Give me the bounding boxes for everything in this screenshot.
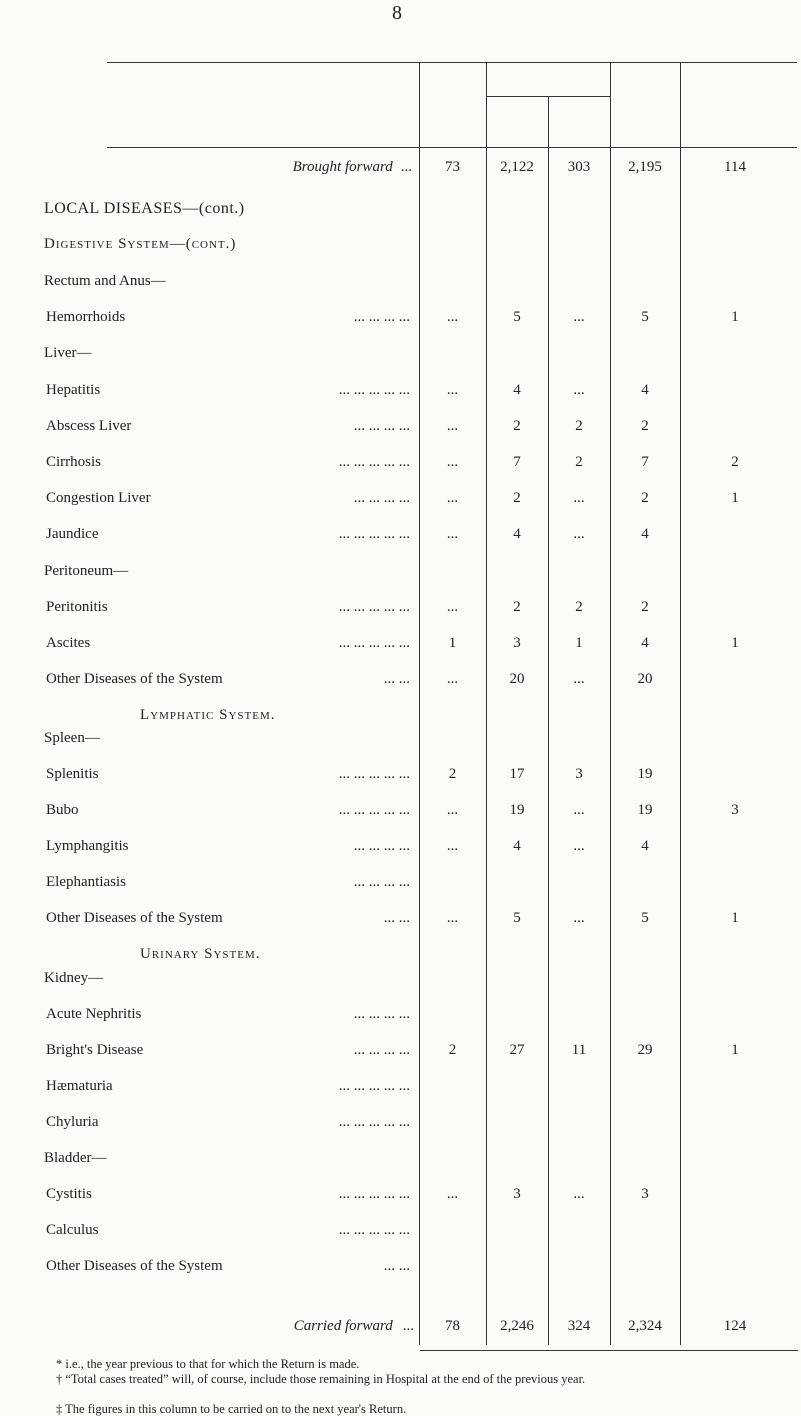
table-cell: 2 <box>448 766 457 782</box>
table-cell: 1 <box>731 1042 739 1058</box>
table-cell: ... <box>573 526 585 542</box>
row-label-text: LOCAL DISEASES—(cont.) <box>44 200 245 217</box>
row-label-text: Acute Nephritis <box>46 1006 142 1022</box>
row-leader-dots: ... ... ... ... <box>353 309 410 325</box>
row-leader-dots: ... ... ... ... ... <box>338 766 410 782</box>
table-cell: 4 <box>513 382 521 398</box>
column-line <box>548 97 549 1345</box>
header-total-treated <box>622 73 668 141</box>
row-leader-dots: ... ... ... ... ... <box>338 454 410 470</box>
table-cell: ... <box>573 671 585 687</box>
table-cell: 5 <box>513 910 521 926</box>
row-label <box>44 730 100 747</box>
header-remaining-start <box>425 67 481 145</box>
disease-name <box>46 635 410 652</box>
row-label-text: Congestion Liver <box>46 490 151 506</box>
table-cell: 29 <box>637 1042 653 1058</box>
carried-leader-dots: ... <box>402 1318 414 1334</box>
disease-name <box>46 766 410 783</box>
row-label-text: Ascites <box>46 635 91 651</box>
table-cell: 5 <box>641 910 649 926</box>
disease-name <box>46 838 410 855</box>
row-leader-dots: ... ... <box>383 1258 410 1274</box>
row-label-text: Peritoneum— <box>44 563 129 579</box>
row-leader-dots: ... ... ... ... ... <box>338 382 410 398</box>
table-cell: 4 <box>641 382 649 398</box>
row-label-text: Jaundice <box>46 526 99 542</box>
disease-name <box>46 910 410 927</box>
column-line <box>680 62 681 1345</box>
row-label <box>44 345 91 362</box>
table-cell: 5 <box>641 309 649 325</box>
carried-label-text: Carried forward <box>293 1318 393 1334</box>
row-leader-dots: ... ... ... ... <box>353 490 410 506</box>
table-cell: 7 <box>513 454 521 470</box>
page-number: 8 <box>392 2 402 24</box>
table-cell: 2 <box>641 599 649 615</box>
table-cell: 4 <box>641 838 649 854</box>
table-cell: ... <box>573 309 585 325</box>
table-cell: 2,195 <box>628 159 662 175</box>
row-leader-dots: ... ... <box>383 910 410 926</box>
row-leader-dots: ... ... ... ... ... <box>338 1114 410 1130</box>
table-cell: 1 <box>731 309 739 325</box>
disease-name <box>46 599 410 616</box>
table-cell: ... <box>446 382 459 398</box>
table-cell: 27 <box>509 1042 525 1058</box>
row-label-text: Other Diseases of the System <box>46 1258 223 1274</box>
table-cell: 1 <box>731 910 739 926</box>
row-label-text: Splenitis <box>46 766 99 782</box>
table-cell: 2 <box>575 454 583 470</box>
table-cell: 3 <box>575 766 583 782</box>
table-cell: 2 <box>641 418 649 434</box>
row-label-text: Kidney— <box>44 970 104 986</box>
table-cell: 1 <box>575 635 583 651</box>
row-leader-dots: ... ... ... ... ... <box>338 526 410 542</box>
row-leader-dots: ... ... ... ... ... <box>338 599 410 615</box>
section-heading <box>44 200 245 218</box>
row-leader-dots: ... ... ... ... <box>353 838 410 854</box>
table-cell: 4 <box>641 635 649 651</box>
row-leader-dots: ... ... ... ... ... <box>338 802 410 818</box>
disease-name <box>46 1114 410 1131</box>
carried-rule <box>420 1350 798 1351</box>
row-label-text: Digestive System—(cont.) <box>44 236 237 252</box>
table-cell: 19 <box>509 802 525 818</box>
row-leader-dots: ... ... ... ... <box>353 874 410 890</box>
table-cell: 2 <box>575 418 583 434</box>
disease-name <box>46 490 410 507</box>
table-cell: 3 <box>513 1186 521 1202</box>
table-cell: ... <box>446 309 459 325</box>
row-label-text: Chyluria <box>46 1114 99 1130</box>
table-cell: 114 <box>724 159 746 175</box>
table-cell: 17 <box>509 766 525 782</box>
table-cell: ... <box>446 910 459 926</box>
header-rule <box>107 147 797 148</box>
table-cell: 2 <box>731 454 739 470</box>
row-label-text: Bladder— <box>44 1150 107 1166</box>
table-cell: ... <box>446 418 459 434</box>
row-label-text: Cirrhosis <box>46 454 102 470</box>
system-heading <box>140 707 276 724</box>
carried-cell: 2,246 <box>500 1318 534 1334</box>
row-label-text: Rectum and Anus— <box>44 273 166 289</box>
table-cell: ... <box>446 454 459 470</box>
brought-forward-label <box>0 159 412 176</box>
column-line <box>419 62 420 1345</box>
table-cell: 2,122 <box>500 159 534 175</box>
row-leader-dots: ... <box>400 159 412 175</box>
table-cell: 2 <box>448 1042 457 1058</box>
row-label-text: Hæmaturia <box>46 1078 113 1094</box>
table-cell: ... <box>573 382 585 398</box>
table-cell: ... <box>573 802 585 818</box>
table-cell: 2 <box>513 418 521 434</box>
disease-name <box>46 1258 410 1275</box>
table-cell: 20 <box>637 671 653 687</box>
table-cell: 4 <box>513 838 521 854</box>
table-cell: ... <box>446 802 459 818</box>
row-label-text: Peritonitis <box>46 599 108 615</box>
table-cell: 3 <box>513 635 521 651</box>
row-label-text: Other Diseases of the System <box>46 910 223 926</box>
disease-name <box>46 671 410 688</box>
disease-name <box>46 454 410 471</box>
table-cell: ... <box>573 1186 585 1202</box>
table-cell: 7 <box>641 454 649 470</box>
table-cell: ... <box>446 1186 459 1202</box>
disease-name <box>46 418 410 435</box>
disease-name <box>46 309 410 326</box>
row-label <box>44 1150 106 1167</box>
table-cell: ... <box>446 490 459 506</box>
table-cell: 2 <box>575 599 583 615</box>
table-cell: 3 <box>731 802 739 818</box>
table-cell: 303 <box>567 159 591 175</box>
carried-forward-label <box>0 1318 414 1335</box>
row-leader-dots: ... ... ... ... <box>353 418 410 434</box>
disease-name <box>46 1042 410 1059</box>
row-leader-dots: ... ... ... ... ... <box>338 1186 410 1202</box>
row-label-text: Liver— <box>44 345 92 361</box>
row-leader-dots: ... ... ... ... ... <box>338 635 410 651</box>
footnote: † “Total cases treated” will, of course, include those remaining in Hospital at the end of the previous year. <box>56 1372 586 1386</box>
disease-name <box>46 1186 410 1203</box>
row-leader-dots: ... ... ... ... ... <box>338 1222 410 1238</box>
row-label <box>44 273 166 290</box>
table-cell: ... <box>573 910 585 926</box>
column-line <box>486 62 487 1345</box>
disease-name <box>46 874 410 891</box>
table-cell: 2 <box>513 490 521 506</box>
header-remaining-end <box>711 67 767 145</box>
row-label-text: Bubo <box>46 802 79 818</box>
table-cell: 19 <box>637 802 653 818</box>
table-cell: 2 <box>513 599 521 615</box>
row-label-text: Bright's Disease <box>46 1042 144 1058</box>
disease-name <box>46 382 410 399</box>
row-label-text: Lymphatic System. <box>140 707 276 723</box>
table-cell: 1 <box>731 635 739 651</box>
row-label-text: Cystitis <box>46 1186 92 1202</box>
row-label-text: Hemorrhoids <box>46 309 126 325</box>
table-cell: 1 <box>731 490 739 506</box>
table-cell: 2 <box>641 490 649 506</box>
row-label <box>44 563 128 580</box>
table-cell: 5 <box>513 309 521 325</box>
column-line <box>610 62 611 1345</box>
table-cell: ... <box>446 838 459 854</box>
table-cell: 3 <box>641 1186 649 1202</box>
carried-cell: 324 <box>567 1318 591 1334</box>
table-cell: 11 <box>571 1042 587 1058</box>
table-cell: 4 <box>641 526 649 542</box>
row-leader-dots: ... ... ... ... <box>353 1042 410 1058</box>
carried-cell: 78 <box>445 1318 460 1334</box>
row-label-text: Calculus <box>46 1222 99 1238</box>
row-label-text: Urinary System. <box>140 946 261 962</box>
system-heading <box>140 946 261 963</box>
table-cell: ... <box>446 526 459 542</box>
row-label-text: Brought forward <box>292 159 393 175</box>
row-leader-dots: ... ... <box>383 671 410 687</box>
row-label-text: Spleen— <box>44 730 100 746</box>
row-label <box>44 970 103 987</box>
row-label-text: Elephantiasis <box>46 874 126 890</box>
row-label-text: Abscess Liver <box>46 418 132 434</box>
table-cell: 1 <box>448 635 457 651</box>
table-cell: 4 <box>513 526 521 542</box>
disease-name <box>46 802 410 819</box>
disease-name <box>46 1222 410 1239</box>
footnote: * i.e., the year previous to that for which the Return is made. <box>56 1357 360 1371</box>
row-leader-dots: ... ... ... ... <box>353 1006 410 1022</box>
table-cell: 19 <box>637 766 653 782</box>
row-label-text: Lymphangitis <box>46 838 129 854</box>
table-cell: ... <box>573 490 585 506</box>
carried-cell: 124 <box>723 1318 747 1334</box>
disease-name <box>46 1006 410 1023</box>
row-label-text: Other Diseases of the System <box>46 671 223 687</box>
carried-cell: 2,324 <box>628 1318 662 1334</box>
row-label-text: Hepatitis <box>46 382 101 398</box>
disease-name <box>46 526 410 543</box>
system-heading <box>44 236 236 253</box>
table-cell: 73 <box>445 159 460 175</box>
row-leader-dots: ... ... ... ... ... <box>338 1078 410 1094</box>
table-cell: ... <box>446 599 459 615</box>
footnote: ‡ The figures in this column to be carried on to the next year's Return. <box>56 1402 407 1416</box>
table-cell: ... <box>446 671 459 687</box>
table-cell: ... <box>573 838 585 854</box>
table-cell: 20 <box>509 671 525 687</box>
disease-name <box>46 1078 410 1095</box>
top-rule <box>107 62 797 63</box>
